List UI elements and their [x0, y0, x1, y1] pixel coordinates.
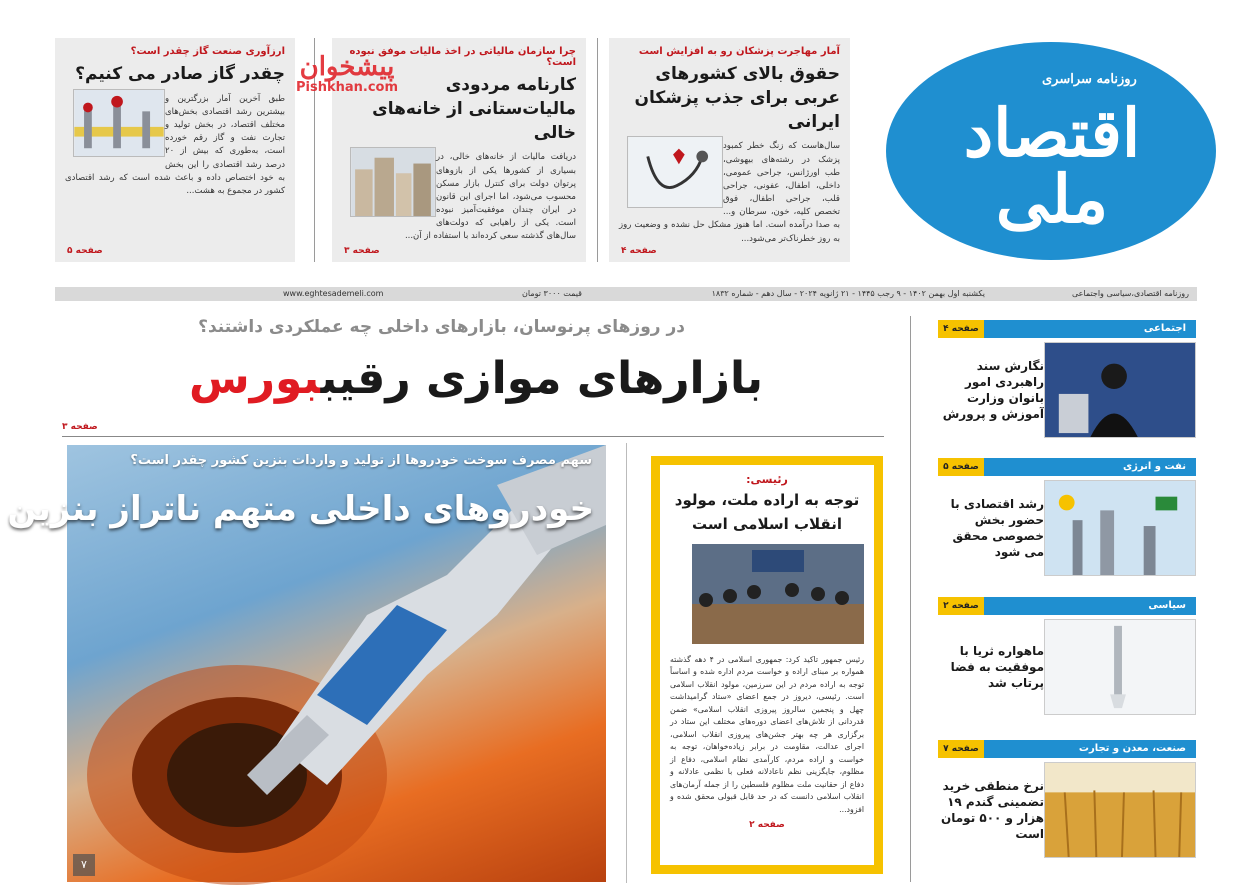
paper-type: روزنامه اقتصادی،سیاسی واجتماعی: [1071, 289, 1189, 298]
teaser-page[interactable]: صفحه ۴: [621, 246, 657, 256]
teaser-kicker: آمار مهاجرت پزشکان رو به افزایش است: [638, 46, 840, 57]
teaser-gas-exports[interactable]: [55, 38, 295, 262]
section-label: اجتماعی: [1143, 323, 1186, 334]
teaser-kicker: چرا سازمان مالیاتی در اخذ مالیات موفق نبوده است؟: [349, 46, 576, 68]
issue-info-bar: [55, 287, 1197, 301]
section-page[interactable]: صفحه ۴: [938, 320, 984, 338]
section-page[interactable]: صفحه ۷: [938, 740, 984, 758]
section-headline: ماهواره ثریا با موفقیت به فضا پرتاب شد: [950, 643, 1044, 691]
section-label: صنعت، معدن و تجارت: [1078, 743, 1186, 754]
feature-page-number[interactable]: ۷: [73, 854, 95, 876]
center-page[interactable]: صفحه ۲: [749, 820, 785, 831]
lead-page[interactable]: صفحه ۳: [62, 422, 98, 432]
cabinet-meeting-photo: [692, 544, 864, 644]
teaser-doctor-migration[interactable]: [609, 38, 850, 262]
satellite-launch-photo: [1044, 619, 1196, 715]
teaser-page[interactable]: صفحه ۳: [344, 246, 380, 256]
center-kicker: رئیسی:: [746, 473, 788, 486]
refinery-photo: [1044, 480, 1196, 576]
center-body: رئیس جمهور تاکید کرد: جمهوری اسلامی در ۴ دهه گذشته همواره بر مبنای اراده و خواست مردم اداره شده و اساساً توجه به اراده مردم در این سرزمین، مولود انقلاب اسلامی است. رئیسی، دیروز در جمع اعضای «ستاد گرامیداشت چهل و پنجمین سالروز پیروزی انقلاب اسلامی» ضمن قدردانی از تلاش‌های اعضای دوره‌های مختلف این ستاد در برگزاری هر چه بهتر جشن‌های پیروزی انقلاب اسلامی، اجرای عدالت، مقاومت در برابر زیاده‌خواهان، توجه به خواست و اراده مردم، کارآمدی نظام اسلامی، دفاع از مظلوم، جایگزینی نظم ناعادلانه فعلی با نظمی عادلانه و دفاع از حقانیت ملت مظلوم فلسطین را از جمله آرمان‌های انقلاب اسلامی دانست که در حد قابل قبولی محقق شده و افزود...: [670, 655, 864, 814]
lead-headline-main: بازارهای موازی رقیب: [320, 353, 763, 404]
sidebar-divider: [910, 316, 911, 882]
section-page[interactable]: صفحه ۲: [938, 597, 984, 615]
lead-headline-red: بورس: [189, 353, 321, 404]
divider: [597, 38, 598, 262]
section-headline: نرخ منطقی خرید تضمینی گندم ۱۹ هزار و ۵۰۰ تومان است: [941, 778, 1044, 842]
watermark-url: Pishkhan.com: [295, 80, 399, 95]
pishkhan-watermark: [292, 52, 402, 95]
teaser-body: طبق آخرین آمار بزرگترین و بیشترین رشد اقتصادی بخش‌های مختلف اقتصاد، در بخش تولید و تجارت نفت و گاز رقم خورده است، به‌طوری که بیش از ۲۰ درصد رشد اقتصادی را این بخش به خود اختصاص داده و باعث شده است که رشد اقتصادی کشور در مجموع به هشت...: [65, 93, 285, 196]
sidebar-section-industry[interactable]: [938, 740, 1196, 858]
masthead-title: اقتصاد ملی: [963, 94, 1141, 238]
section-page[interactable]: صفحه ۵: [938, 458, 984, 476]
section-label: سیاسی: [1148, 600, 1186, 611]
section-headline: رشد اقتصادی با حضور بخش خصوصی محقق می شود: [950, 496, 1044, 560]
stethoscope-photo: [627, 136, 723, 208]
teaser-kicker: ارزآوری صنعت گاز چقدر است؟: [130, 46, 285, 57]
speaker-photo: [1044, 342, 1196, 438]
teaser-body: دریافت مالیات از خانه‌های خالی، در بسیاری از کشورها یکی از بازوهای پرتوان دولت برای کنترل بازار مسکن محسوب می‌شود، اما اجرای این قانون در ایران چندان موفقیت‌آمیز نبوده است. یکی از راهیابی که دولت‌های سال‌های گذشته سعی کرده‌اند با استفاده از آن...: [404, 152, 576, 242]
teaser-headline: چقدر گاز صادر می کنیم؟: [75, 64, 285, 84]
buildings-photo: [350, 147, 436, 217]
section-bar: [938, 597, 1196, 615]
watermark-logo: پیشخوان: [299, 52, 395, 82]
section-headline: نگارش سند راهبردی امور بانوان وزارت آموزش و پرورش: [942, 358, 1044, 422]
teaser-headline: حقوق بالای کشورهای عربی برای جذب پزشکان ایرانی: [634, 64, 840, 132]
center-headline: توجه به اراده ملت، مولود انقلاب اسلامی است: [674, 491, 860, 533]
teaser-page[interactable]: صفحه ۵: [67, 246, 103, 256]
masthead: [882, 38, 1222, 268]
sidebar-section-politics[interactable]: [938, 597, 1196, 715]
section-label: نفت و انرژی: [1122, 461, 1186, 472]
teaser-body: سال‌هاست که زنگ خطر کمبود پزشک در رشته‌های بیهوشی، طب اورژانس، جراحی عمومی، داخلی، اطفال، عفونی، جراحی قلب، جراحی اطفال، فوق تخصص کلیه، خون، سرطان و... به صدا درآمده است. اما هنوز مشکل حل نشده و وضعیت روز به روز خطرناک‌تر می‌شود...: [619, 141, 840, 244]
lead-rule: [62, 436, 884, 437]
gasoline-feature[interactable]: [7, 445, 606, 882]
feature-headline: خودروهای داخلی متهم ناتراز بنزین: [7, 489, 594, 529]
sidebar-section-energy[interactable]: [938, 458, 1196, 576]
section-bar: [938, 320, 1196, 338]
website-link[interactable]: www.eghtesademeli.com: [283, 289, 384, 298]
section-bar: [938, 740, 1196, 758]
issue-price: قیمت ۳۰۰۰ تومان: [522, 289, 582, 298]
issue-date: یکشنبه اول بهمن ۱۴۰۲ - ۹ رجب ۱۴۴۵ - ۲۱ ژانویه ۲۰۲۴ - سال دهم - شماره ۱۸۳۲: [711, 289, 985, 298]
center-story[interactable]: [651, 456, 883, 874]
feature-subtitle: سهم مصرف سوخت خودروها از تولید و واردات بنزین کشور چقدر است؟: [130, 453, 592, 468]
teaser-headline: کارنامه مردودی مالیات‌ستانی از خانه‌های خالی: [372, 75, 576, 143]
sidebar-section-social[interactable]: [938, 320, 1196, 438]
section-bar: [938, 458, 1196, 476]
lead-subtitle: در روزهای پرنوسان، بازارهای داخلی چه عملکردی داشتند؟: [198, 317, 685, 337]
masthead-subtitle: روزنامه سراسری: [1042, 72, 1137, 87]
gas-pipeline-photo: [73, 89, 165, 157]
column-divider: [626, 443, 627, 883]
lead-headline[interactable]: [189, 355, 763, 403]
wheat-field-photo: [1044, 762, 1196, 858]
